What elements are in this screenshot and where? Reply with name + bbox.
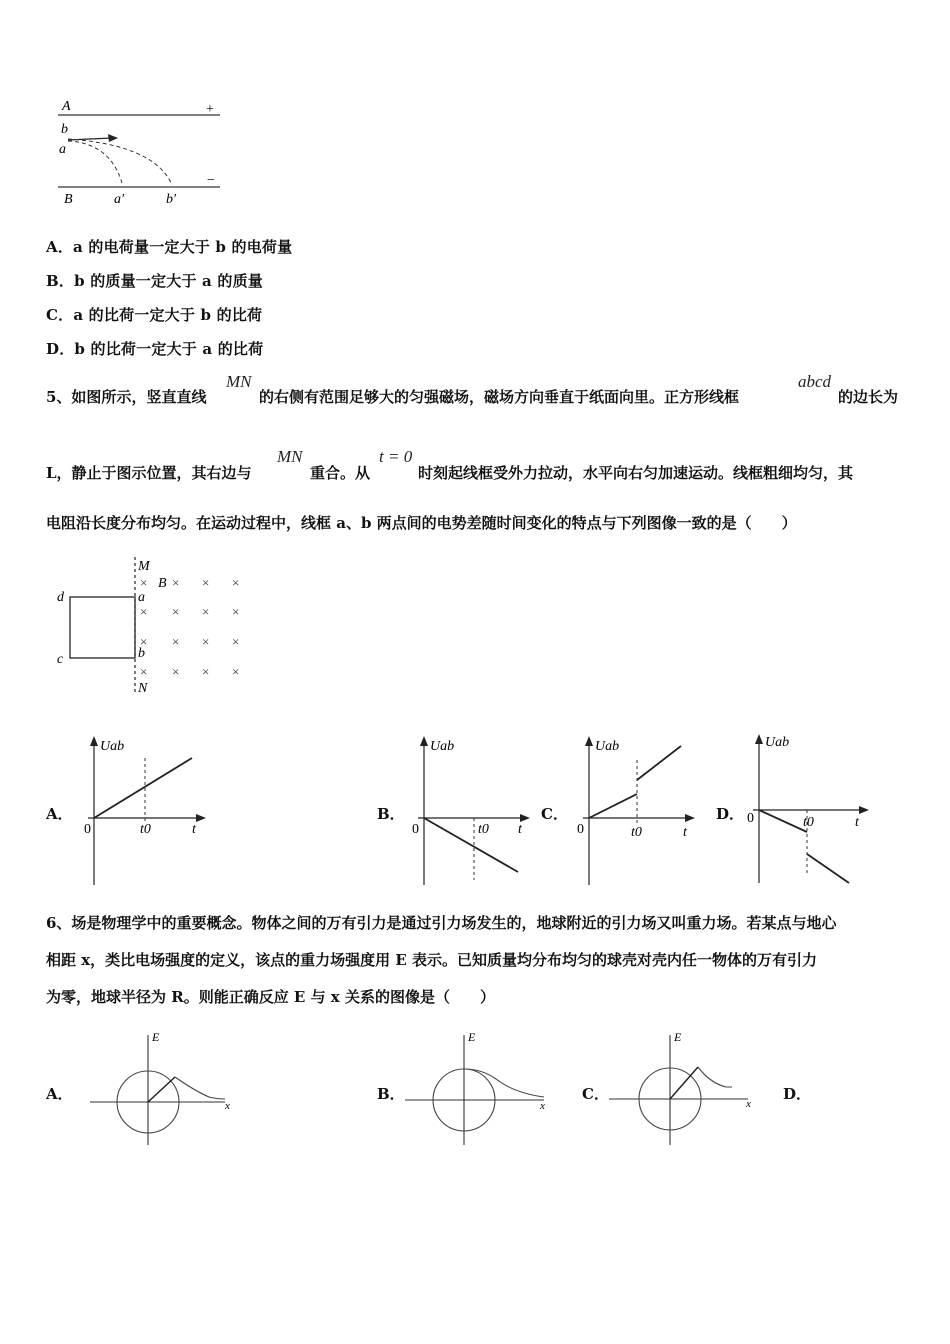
q6-graph-letter-a[interactable]: A． — [46, 1085, 73, 1103]
q4-option-c[interactable] — [46, 304, 262, 325]
q5-graph-c[interactable] — [575, 730, 700, 890]
q5-graph-letter-a[interactable]: A． — [46, 805, 73, 823]
q5-math-MN: MN — [226, 372, 252, 391]
q5-math-abcd: abcd — [798, 372, 832, 391]
q5-graph-a[interactable] — [80, 730, 210, 890]
label-M: M — [138, 559, 150, 574]
q6-graph-a[interactable] — [85, 1025, 245, 1150]
t0-label: t0 — [631, 825, 642, 840]
axis-y-label: Uab — [595, 739, 620, 754]
cross-mark: × — [202, 664, 210, 679]
label-b: b — [61, 122, 68, 137]
option-letter: B． — [46, 272, 75, 290]
cross-mark: × — [140, 604, 148, 619]
cross-mark: × — [232, 604, 240, 619]
cross-mark: × — [140, 575, 148, 590]
q5-line1-c: 的边长为 — [838, 388, 899, 406]
cross-mark: × — [202, 604, 210, 619]
label-a-prime: a′ — [114, 192, 125, 207]
option-letter: A． — [46, 238, 74, 256]
axis-y-label: Uab — [430, 739, 455, 754]
cross-mark: × — [172, 634, 180, 649]
q5-line2-c: 时刻起线框受外力拉动，水平向右匀加速运动。线框粗细均匀，其 — [418, 464, 854, 482]
t0-label: t0 — [803, 815, 814, 830]
q6-graph-c[interactable] — [606, 1025, 766, 1150]
label-d: d — [57, 590, 64, 605]
origin-label: 0 — [747, 811, 754, 826]
t0-label: t0 — [478, 822, 489, 837]
q6-graph-letter-b[interactable]: B． — [377, 1085, 405, 1103]
q5-math-t0: t = 0 — [379, 447, 413, 466]
cross-mark: × — [232, 664, 240, 679]
q5-math-MN2: MN — [277, 447, 303, 466]
q5-line2-a: L，静止于图示位置，其右边与 — [46, 464, 252, 482]
q4-option-d[interactable] — [46, 338, 263, 359]
axis-y-label: Uab — [100, 739, 125, 754]
cross-mark: × — [172, 575, 180, 590]
axis-x-label: t — [518, 822, 522, 837]
q4-option-b[interactable] — [46, 270, 263, 291]
frame-figure — [52, 555, 257, 700]
q6-line2: 相距 x，类比电场强度的定义，该点的重力场强度用 E 表示。已知质量均分布均匀的球壳对壳内任一物体的万有引力 — [46, 951, 818, 969]
label-b: b — [138, 646, 145, 661]
label-N: N — [138, 681, 148, 696]
axis-y-label: E — [674, 1030, 682, 1044]
axis-x-label: x — [540, 1100, 545, 1112]
cross-mark: × — [232, 575, 240, 590]
cross-mark: × — [232, 634, 240, 649]
option-text: b 的比荷一定大于 a 的比荷 — [74, 340, 264, 358]
q6-line3: 为零，地球半径为 R。则能正确反应 E 与 x 关系的图像是（ ） — [46, 988, 495, 1006]
axis-y-label: E — [152, 1030, 160, 1044]
q5-graph-letter-b[interactable]: B． — [377, 805, 405, 823]
option-text: b 的质量一定大于 a 的质量 — [74, 272, 263, 290]
option-letter: C． — [46, 306, 74, 324]
cross-mark: × — [172, 664, 180, 679]
q5-graph-b[interactable] — [410, 730, 535, 890]
plate-label-A: A — [62, 99, 71, 114]
q5-graph-letter-d[interactable]: D． — [716, 805, 745, 823]
origin-label: 0 — [84, 822, 91, 837]
q6-graph-b[interactable] — [402, 1025, 562, 1150]
axis-x-label: t — [192, 822, 196, 837]
option-text: a 的电荷量一定大于 b 的电荷量 — [73, 238, 293, 256]
option-letter: D． — [46, 340, 75, 358]
q5-line3: 电阻沿长度分布均匀。在运动过程中，线框 a、b 两点间的电势差随时间变化的特点与下列图像一致的是（ ） — [46, 514, 797, 532]
q5-line1-b: 的右侧有范围足够大的匀强磁场，磁场方向垂直于纸面向里。正方形线框 — [259, 388, 740, 406]
plate-label-B: B — [64, 192, 73, 207]
label-b-prime: b′ — [166, 192, 177, 207]
q5-line1-a: 5、如图所示，竖直直线 — [46, 388, 207, 406]
axis-y-label: E — [468, 1030, 476, 1044]
axis-x-label: t — [855, 815, 859, 830]
cross-mark: × — [140, 664, 148, 679]
axis-x-label: t — [683, 825, 687, 840]
q5-line2-b: 重合。从 — [310, 464, 371, 482]
label-a: a — [138, 590, 145, 605]
q4-option-a[interactable] — [46, 236, 292, 257]
plate-minus: − — [207, 173, 215, 188]
origin-label: 0 — [577, 822, 584, 837]
axis-x-label: x — [746, 1098, 751, 1110]
plates-figure — [50, 95, 230, 210]
q5-graph-d[interactable] — [745, 728, 875, 888]
plate-plus: + — [206, 102, 214, 117]
q5-graph-letter-c[interactable]: C． — [541, 805, 568, 823]
label-a: a — [59, 142, 66, 157]
axis-x-label: x — [225, 1100, 230, 1112]
cross-mark: × — [140, 634, 148, 649]
label-c: c — [57, 652, 64, 667]
cross-mark: × — [202, 575, 210, 590]
label-B-field: B — [158, 576, 167, 591]
q6-graph-letter-d[interactable]: D． — [783, 1085, 812, 1103]
q6-graph-letter-c[interactable]: C． — [582, 1085, 609, 1103]
origin-label: 0 — [412, 822, 419, 837]
cross-mark: × — [172, 604, 180, 619]
axis-y-label: Uab — [765, 735, 790, 750]
t0-label: t0 — [140, 822, 151, 837]
q6-line1: 6、场是物理学中的重要概念。物体之间的万有引力是通过引力场发生的，地球附近的引力场又叫重力场。若某点与地心 — [46, 914, 837, 932]
cross-mark: × — [202, 634, 210, 649]
option-text: a 的比荷一定大于 b 的比荷 — [73, 306, 263, 324]
